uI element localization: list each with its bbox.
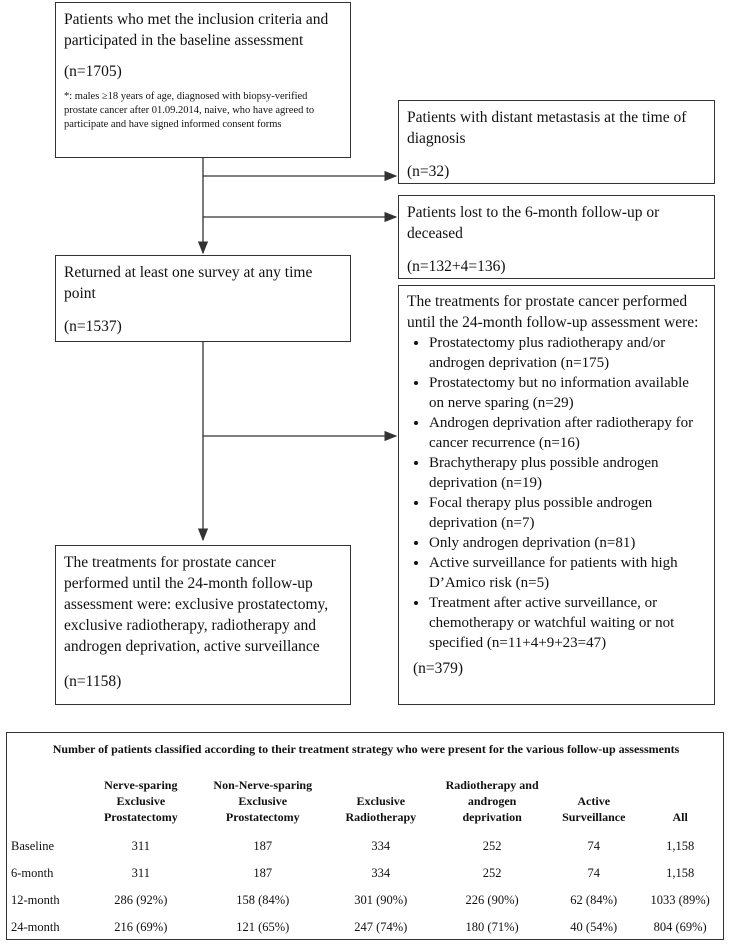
treatment-item: • Treatment after active surveillance, or chemotherapy or watchful waiting or not specified (n=11+4+9+23=47) [429,593,706,653]
table-row [11,887,723,914]
metastasis-box [398,100,715,184]
row-label: 6-month [11,866,54,880]
table-cell: 216 (69%) [114,920,168,934]
excluded-treatments-box [398,285,715,705]
table-cell: 1,158 [666,839,695,853]
treatment-item: • Focal therapy plus possible androgen deprivation (n=7) [429,493,706,533]
treatment-item: • Brachytherapy plus possible androgen deprivation (n=19) [429,453,706,493]
header-cell: All [672,810,688,824]
row-label: Baseline [11,839,55,853]
row-label: 24-month [11,920,60,934]
table-cell: 74 [587,866,600,880]
table-cell: 247 (74%) [354,920,408,934]
table-title: Number of patients classified according to their treatment strategy who were present for the various follow-up assessments [52,742,680,756]
table-cell: 301 (90%) [354,893,408,907]
follow-up-table-box [6,732,724,940]
table-cell: 62 (84%) [570,893,618,907]
table-cell: 334 [371,839,391,853]
table-cell: 311 [131,839,150,853]
lost-n: (n=132+4=136) [407,258,506,275]
metastasis-title: Patients with distant metastasis at the time of diagnosis [407,109,687,147]
table-cell: 187 [253,839,273,853]
returned-box [55,255,351,342]
lost-title: Patients lost to the 6-month follow-up or deceased [407,204,660,242]
header-cell: Nerve-sparing Exclusive Prostatectomy [103,778,178,824]
table-cell: 158 (84%) [236,893,290,907]
table-cell: 40 (54%) [570,920,618,934]
included-treatments-n: (n=1158) [64,673,122,690]
table-header-row [11,777,723,833]
table-cell: 252 [482,866,502,880]
returned-title: Returned at least one survey at any time point [64,264,313,302]
treatment-item: • Only androgen deprivation (n=81) [429,533,706,553]
table-cell: 121 (65%) [236,920,290,934]
header-cell: Exclusive Radiotherapy [345,794,417,824]
table-cell: 1033 (89%) [650,893,710,907]
excluded-treatments-n: (n=379) [413,660,464,677]
table-cell: 187 [253,866,273,880]
metastasis-n: (n=32) [407,163,450,180]
follow-up-table [11,777,723,941]
table-cell: 286 (92%) [114,893,168,907]
header-cell: Radiotherapy and androgen deprivation [445,778,539,824]
table-cell: 334 [371,866,391,880]
treatment-item: • Prostatectomy but no information available on nerve sparing (n=29) [429,373,706,413]
table-cell: 74 [587,839,600,853]
baseline-box [55,2,351,158]
treatment-item: • Androgen deprivation after radiotherapy for cancer recurrence (n=16) [429,413,706,453]
table-row [11,860,723,887]
table-cell: 804 (69%) [653,920,707,934]
baseline-n: (n=1705) [64,63,122,80]
baseline-title: Patients who met the inclusion criteria and participated in the baseline assessment [64,11,329,49]
treatment-item: • Prostatectomy plus radiotherapy and/or androgen deprivation (n=175) [429,333,706,373]
table-row [11,914,723,941]
table-cell: 1,158 [666,866,695,880]
excluded-treatments-title: The treatments for prostate cancer performed until the 24-month follow-up assessment were: [407,293,699,331]
header-cell: Active Surveillance [562,794,626,824]
included-treatments-box [55,545,351,705]
table-cell: 311 [131,866,150,880]
excluded-treatments-list [407,333,706,653]
table-cell: 180 (71%) [465,920,519,934]
returned-n: (n=1537) [64,318,122,335]
table-row [11,833,723,860]
row-label: 12-month [11,893,60,907]
baseline-note: *: males ≥18 years of age, diagnosed with biopsy-verified prostate cancer after 01.09.2014, naive, who have agreed to participate and have signed informed consent forms [64,91,315,130]
header-cell [11,777,84,833]
table-cell: 252 [482,839,502,853]
treatment-item: • Active surveillance for patients with high D’Amico risk (n=5) [429,553,706,593]
table-cell: 226 (90%) [465,893,519,907]
lost-box [398,195,715,279]
included-treatments-title: The treatments for prostate cancer performed until the 24-month follow-up assessment were: exclusive prostatectomy, exclusive radiotherapy, radiotherapy and androgen deprivation, active surveillance [64,554,329,655]
header-cell: Non-Nerve-sparing Exclusive Prostatectomy [213,778,313,824]
